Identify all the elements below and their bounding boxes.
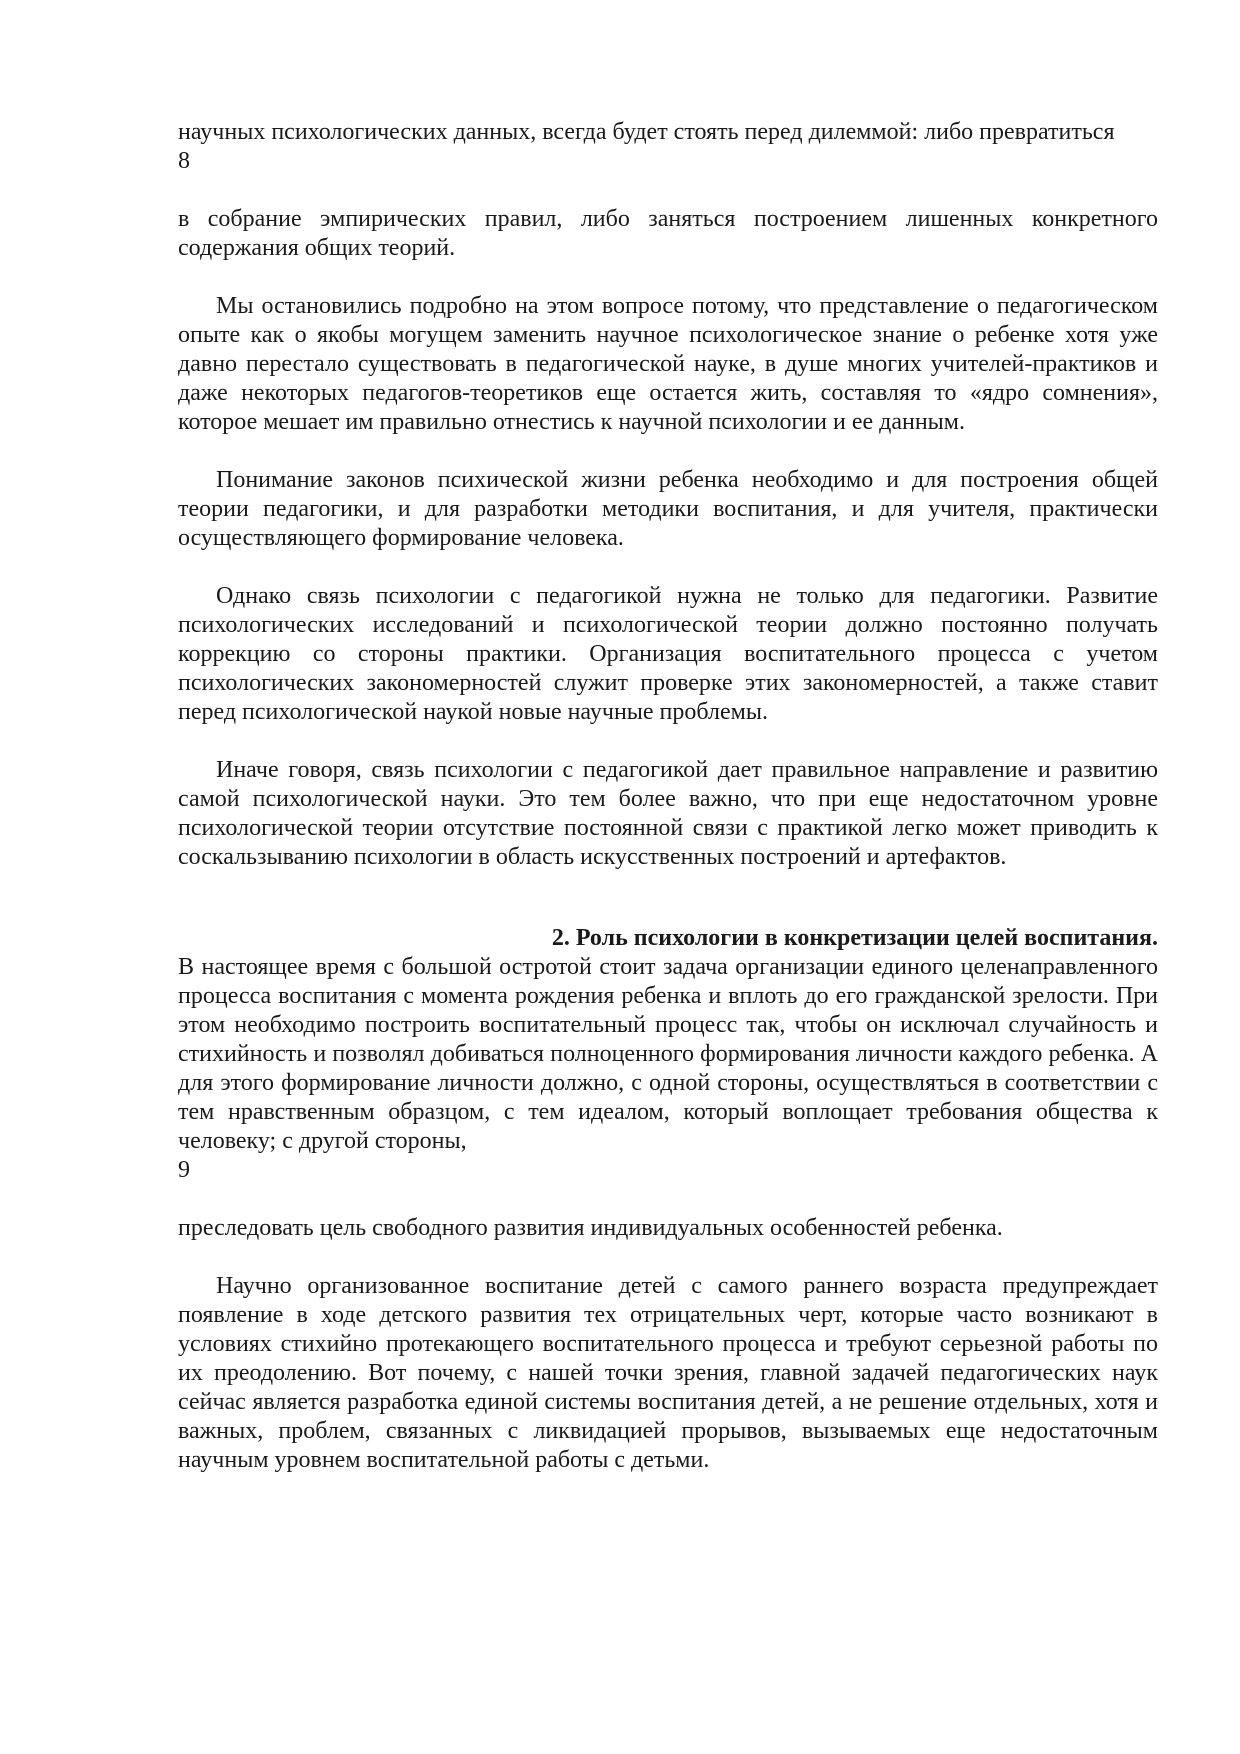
- paragraph: Понимание законов психической жизни ребенка необходимо и для построения общей теории педагогики, и для разработки методики воспитания, и для учителя, практически осуществляющего формирование человека.: [178, 467, 1158, 551]
- page-number: 8: [178, 148, 190, 174]
- paragraph: Научно организованное воспитание детей с самого раннего возраста предупреждает появление в ходе детского развития тех отрицательных черт, которые часто возникают в условиях стихийно протекающего воспитательного процесса и требуют серьезной работы по их преодолению. Вот почему, с нашей точки зрения, главной задачей педагогических наук сейчас является разработка единой системы воспитания детей, а не решение отдельных, хотя и важных, проблем, связанных с ликвидацией прорывов, вызываемых еще недостаточным научным уровнем воспитательной работы с детьми.: [178, 1273, 1158, 1473]
- paragraph: преследовать цель свободного развития индивидуальных особенностей ребенка.: [178, 1215, 1003, 1241]
- section-heading: 2. Роль психологии в конкретизации целей воспитания.: [551, 925, 1158, 951]
- paragraph: научных психологических данных, всегда будет стоять перед дилеммой: либо превратиться: [178, 119, 1115, 145]
- paragraph: в собрание эмпирических правил, либо заняться построением лишенных конкретного содержания общих теорий.: [178, 206, 1158, 261]
- paragraph: В настоящее время с большой остротой стоит задача организации единого целенаправленного процесса воспитания с момента рождения ребенка и вплоть до его гражданской зрелости. При этом необходимо построить воспитательный процесс так, чтобы он исключал случайность и стихийность и позволял добиваться полноценного формирования личности каждого ребенка. А для этого формирование личности должно, с одной стороны, осуществляться в соответствии с тем нравственным образцом, с тем идеалом, который воплощает требования общества к человеку; с другой стороны,: [178, 954, 1158, 1154]
- paragraph: Однако связь психологии с педагогикой нужна не только для педагогики. Развитие психологических исследований и психологической теории должно постоянно получать коррекцию со стороны практики. Организация воспитательного процесса с учетом психологических закономерностей служит проверке этих закономерностей, а также ставит перед психологической наукой новые научные проблемы.: [178, 583, 1158, 725]
- document-page: [178, 118, 1158, 1475]
- paragraph: Иначе говоря, связь психологии с педагогикой дает правильное направление и развитию самой психологической науки. Это тем более важно, что при еще недостаточном уровне психологической теории отсутствие постоянной связи с практикой легко может приводить к соскальзыванию психологии в область искусственных построений и артефактов.: [178, 757, 1158, 870]
- paragraph: Мы остановились подробно на этом вопросе потому, что представление о педагогическом опыте как о якобы могущем заменить научное психологическое знание о ребенке хотя уже давно перестало существовать в педагогической науке, в душе многих учителей-практиков и даже некоторых педагогов-теоретиков еще остается жить, составляя то «ядро сомнения», которое мешает им правильно отнестись к научной психологии и ее данным.: [178, 293, 1158, 435]
- page-number: 9: [178, 1157, 190, 1183]
